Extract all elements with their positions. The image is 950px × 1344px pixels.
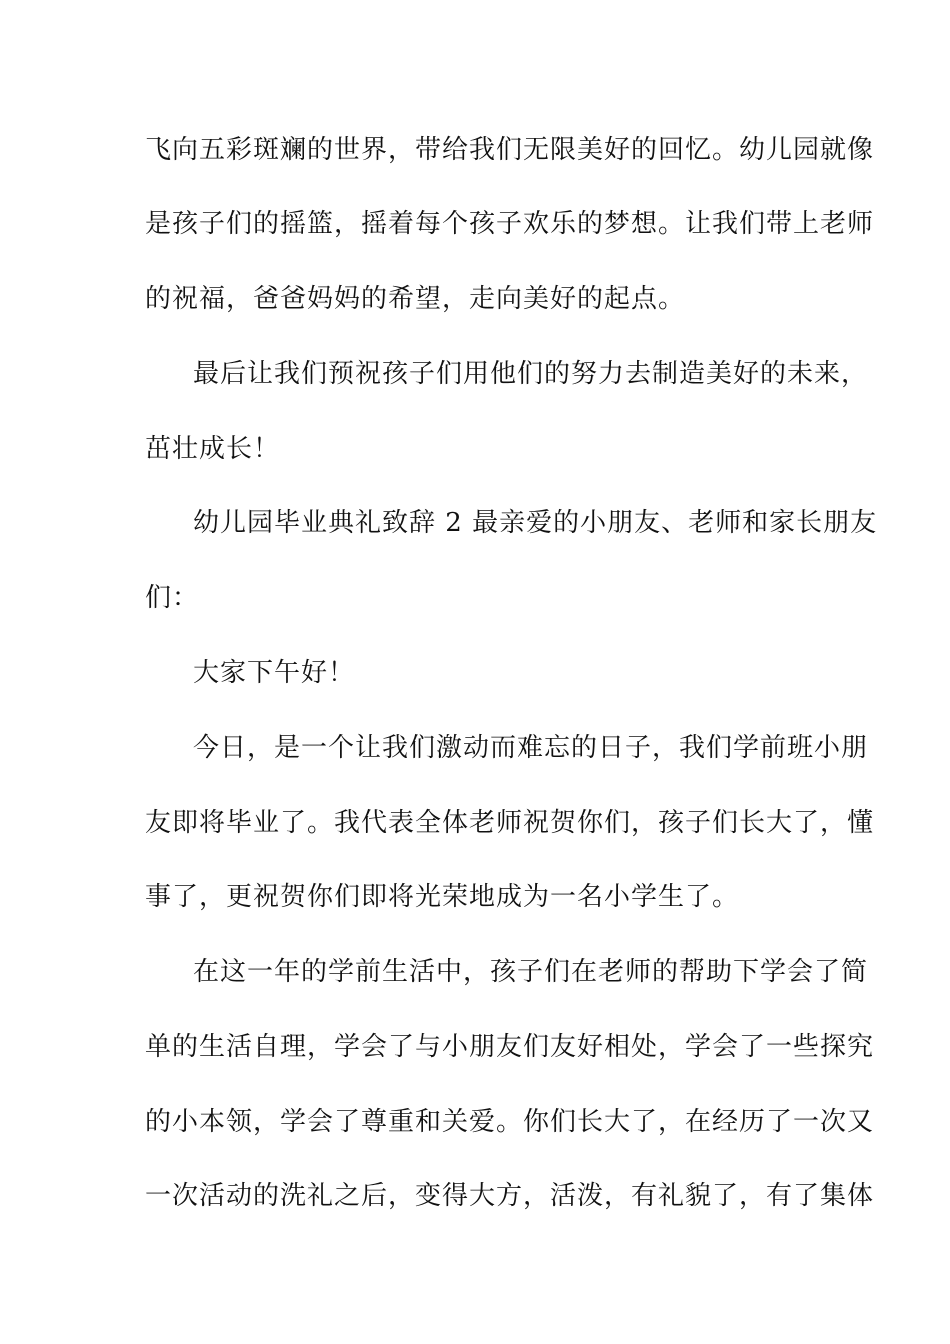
- paragraph-line: 的小本领，学会了尊重和关爱。你们长大了，在经历了一次又: [145, 1107, 875, 1137]
- paragraph-line: 在这一年的学前生活中，孩子们在老师的帮助下学会了简: [193, 957, 869, 987]
- paragraph-line: 是孩子们的摇篮，摇着每个孩子欢乐的梦想。让我们带上老师: [145, 209, 875, 239]
- paragraph-line: 飞向五彩斑斓的世界，带给我们无限美好的回忆。幼儿园就像: [145, 135, 875, 165]
- paragraph-line: 们：: [145, 583, 200, 613]
- paragraph-line: 最后让我们预祝孩子们用他们的努力去制造美好的未来，: [193, 359, 869, 389]
- paragraph-line: 友即将毕业了。我代表全体老师祝贺你们，孩子们长大了，懂: [145, 808, 875, 838]
- paragraph-line: 茁壮成长！: [145, 434, 281, 464]
- greeting-line: 大家下午好！: [193, 658, 356, 688]
- section-heading-line: 幼儿园毕业典礼致辞 2 最亲爱的小朋友、老师和家长朋友: [193, 508, 878, 538]
- paragraph-line: 今日，是一个让我们激动而难忘的日子，我们学前班小朋: [193, 733, 869, 763]
- paragraph-line: 一次活动的洗礼之后，变得大方，活泼，有礼貌了，有了集体: [145, 1181, 875, 1211]
- paragraph-line: 单的生活自理，学会了与小朋友们友好相处，学会了一些探究: [145, 1032, 875, 1062]
- paragraph-line: 事了，更祝贺你们即将光荣地成为一名小学生了。: [145, 882, 740, 912]
- paragraph-line: 的祝福，爸爸妈妈的希望，走向美好的起点。: [145, 284, 686, 314]
